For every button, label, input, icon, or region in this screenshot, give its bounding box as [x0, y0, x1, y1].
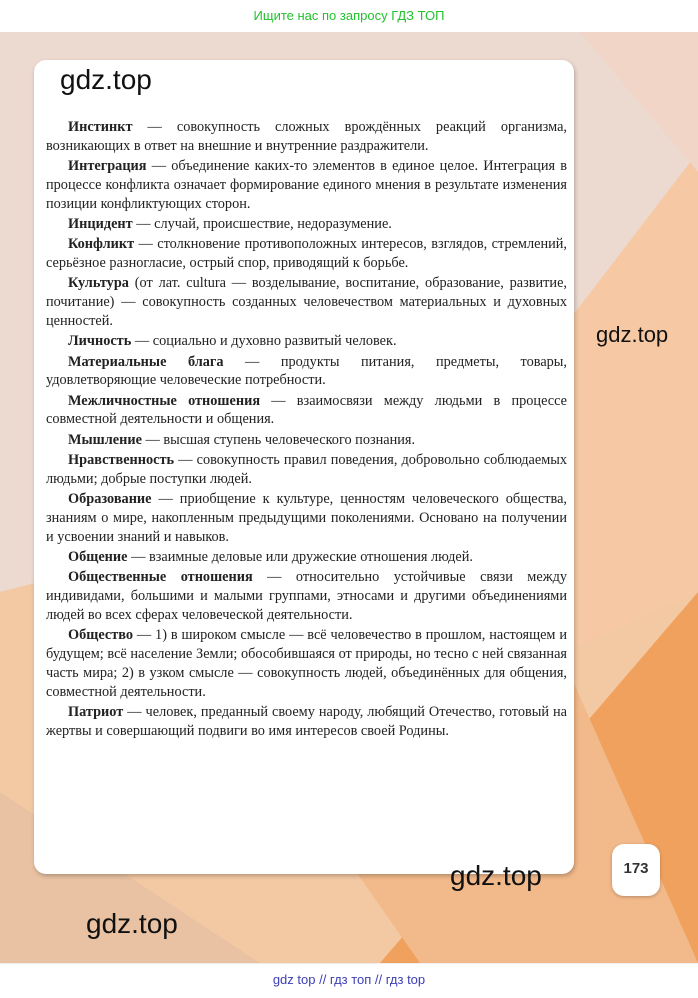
term: Межличностные отношения [68, 392, 261, 409]
glossary-entry [46, 451, 567, 489]
top-banner [0, 0, 698, 32]
term: Общественные отношения [68, 569, 253, 586]
definition: — 1) в широком смысле — всё человечество в прошлом, настоящем и будущем; всё население Земли; обособившаяся от природы, но тесно с ней связанная часть мира; 2) в узком смысле — совокупность людей, объединённых для общения, совместной деятельности. [46, 627, 567, 700]
glossary-entry [46, 392, 567, 430]
glossary-entry [46, 490, 567, 546]
bottom-banner [0, 963, 698, 998]
glossary-entry [46, 118, 567, 156]
term: Нравственность [68, 452, 175, 469]
term: Общение [68, 549, 128, 566]
glossary-entry [46, 703, 567, 741]
page-background [0, 32, 698, 963]
term: Образование [68, 491, 152, 508]
term: Общество [68, 627, 133, 644]
page-number: 173 [623, 860, 649, 877]
term: Патриот [68, 703, 124, 720]
glossary-entry [46, 548, 567, 567]
term: Материальные блага [68, 353, 224, 370]
glossary-entry [46, 157, 567, 213]
glossary-card [34, 60, 574, 874]
term: Личность [68, 333, 132, 350]
glossary-entry [46, 353, 567, 391]
watermark: gdz.top [596, 322, 669, 347]
watermark: gdz.top [450, 860, 542, 891]
definition: — относительно устойчивые связи между индивидами, большими и малыми группами, этносами и другими объединениями людей во всех сферах человеческой деятельности. [46, 569, 567, 623]
glossary-entry [46, 235, 567, 273]
definition: (от лат. cultura — возделывание, воспитание, образование, развитие, почитание) — совокупность созданных человечеством материальных и духовных ценностей. [46, 275, 567, 329]
definition: — взаимные деловые или дружеские отношения людей. [127, 549, 473, 566]
definition: — человек, преданный своему народу, любящий Отечество, готовый на жертвы и совершающий подвиги во имя интересов своей Родины. [46, 703, 567, 739]
definition: — совокупность сложных врождённых реакций организма, возникающих в ответ на внешние и внутренние раздражители. [46, 119, 567, 154]
page-number-badge [612, 844, 660, 896]
definition: — высшая ступень человеческого познания. [141, 431, 416, 448]
glossary-entry [46, 568, 567, 624]
watermark: gdz.top [60, 64, 152, 95]
definition: — взаимосвязи между людьми в процессе совместной деятельности и общения. [46, 392, 567, 428]
definition: — социально и духовно развитый человек. [131, 333, 397, 350]
term: Культура [68, 275, 129, 292]
definition: — объединение каких-то элементов в единое целое. Интеграция в процессе конфликта означает формирование единого мнения в результате изменения позиции конфликтующих сторон. [46, 158, 567, 212]
glossary-entry [46, 626, 567, 701]
glossary-entry [46, 431, 567, 450]
definition: — совокупность правил поведения, добровольно соблюдаемых людьми; добрые поступки людей. [46, 452, 567, 487]
glossary-entry [46, 332, 567, 351]
term: Интеграция [68, 158, 147, 175]
term: Мышление [68, 431, 142, 448]
term: Инцидент [68, 215, 133, 232]
glossary-list [46, 118, 567, 742]
definition: — столкновение противоположных интересов, взглядов, стремлений, серьёзное разногласие, острый спор, приводящий к борьбе. [46, 236, 567, 272]
top-banner-text: Ищите нас по запросу ГДЗ ТОП [253, 8, 445, 23]
term: Конфликт [68, 236, 135, 253]
term: Инстинкт [68, 119, 133, 135]
definition: — продукты питания, предметы, товары, удовлетворяющие человеческие потребности. [46, 353, 567, 389]
watermark: gdz.top [86, 908, 178, 939]
glossary-entry [46, 274, 567, 330]
definition: — приобщение к культуре, ценностям человеческого общества, знаниям о мире, накопленным предыдущими поколениями. Основано на получении и усвоении знаний и навыков. [46, 491, 567, 545]
bottom-banner-text: gdz top // гдз топ // гдз top [272, 972, 426, 987]
glossary-entry [46, 215, 567, 234]
definition: — случай, происшествие, недоразумение. [132, 215, 392, 232]
